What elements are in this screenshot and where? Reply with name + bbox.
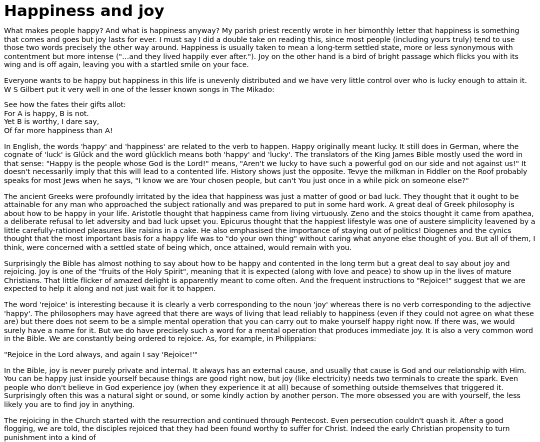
poem-line: Of far more happiness than A! [4, 125, 113, 135]
paragraph-7: In the Bible, joy is never purely private and internal. It always has an external cause, and usually that cause is God and our relationship with Him. You can be happy just inside yourself because things are good right now, but joy (like electricity) needs two terminals to create the spark. Even people who don't believe in God experience joy (when they experience it at all) because of something outside themselves that triggered it. Surprisingly often this was a natural sight or sound, or some kindly action by another person. The more obsessed you are with yourself, the less likely you are to find joy in anything. [4, 365, 527, 409]
poem-line: Yet B is worthy, I dare say, [4, 117, 100, 127]
paragraph-5: Surprisingly the Bible has almost nothing to say about how to be happy and contented in the long term but a great deal to say about joy and rejoicing. Joy is one of the "fruits of the Holy Spirit", meaning that it is expected (along with love and peace) to show up in the lives of mature Christians. That little flicker of amazed delight is apparently meant to come often. And the frequent instructions to "Rejoice!" suggest that we are expected to help it along and not just wait for it to happen. [4, 258, 526, 294]
paragraph-intro: What makes people happy? And what is happiness anyway? My parish priest recently wrote in her bimonthly letter that happiness is something that comes and goes but joy lasts for ever. I must say I did a double take on reading this, since most people (including yours truly) tend to use those two words precisely the other way around. Happiness is usually taken to mean a long-term settled state, more or less synonymous with contentment but more intense ("…and they lived happily ever after."). Joy on the other hand is a bird of bright passage which flicks you with its wing and is off again, leaving you with a startled smile on your face. [4, 26, 520, 70]
paragraph-4: The ancient Greeks were profoundly irritated by the idea that happiness was just a matter of good or bad luck. They thought that it ought to be attainable for any man who approached the subject rationally and was prepared to put in some hard work. A great deal of Greek philosophy is about how to be happy in your life. Aristotle thought that happiness came from living virtuously. Zeno and the stoics thought it came from apathea, a deliberate refusal to let adversity and bad luck upset you. Epicurus thought that the happiest lifestyle was one of austere simplicity leavened by a little carefully-rationed pleasures like raisins in a cake. He also emphasised the importance of staying out of politics! Diogenes and the cynics thought that the most important basis for a happy life was to "do your own thing" without caring what anyone else thought of you. But all of them, I think, were concerned with a settled state of being which, once attained, would remain with you. [4, 191, 536, 253]
poem-quote [4, 101, 536, 135]
paragraph-8: The rejoicing in the Church started with the resurrection and continued through Pentecost. Even persecution couldn't quash it. After a good flogging, we are told, the disciples rejoiced that they had been found worthy to suffer for Christ. Indeed the early Christian propensity to turn punishment into a kind of [4, 415, 510, 442]
paragraph-3: In English, the words 'happy' and 'happiness' are related to the verb to happen. Happy originally meant lucky. It still does in German, where the cognate of 'luck' is Glück and the word glücklich means both 'happy' and 'lucky'. The translators of the King James Bible mostly used the word in that sense: "Happy is the people whose God is the Lord!" means, "Aren't we lucky to have such a powerful god on our side and not against us!" It doesn't necessarily imply that this will lead to a contented life. History shows just the opposite. Tevye the milkman in Fiddler on the Roof probably speaks for most Jews when he says, "I know we are Your chosen people, but can't You just once in a while pick on someone else?" [4, 141, 528, 185]
paragraph-2: Everyone wants to be happy but happiness in this life is unevenly distributed and we have very little control over who is lucky enough to attain it. W S Gilbert put it very well in one of the lesser known songs in The Mikado: [4, 75, 527, 94]
poem-line: For A is happy, B is not. [4, 108, 89, 118]
bible-quote: "Rejoice in the Lord always, and again I say 'Rejoice!'" [4, 350, 198, 359]
page-title: Happiness and joy [4, 2, 165, 20]
poem-line: See how the fates their gifts allot: [4, 100, 126, 110]
paragraph-6: The word 'rejoice' is interesting because it is clearly a verb corresponding to the noun 'joy' whereas there is no verb corresponding to the adjective 'happy'. The philosophers may have agreed that there are ways of living that lead reliably to happiness (even if they could not agree on what these are) but there does not seem to be a simple mental operation that you can carry out to make yourself happy right now. If there was, we would surely have a name for it. But we do have precisely such a word for a mental operation that produces immediate joy. It is also a very common word in the Bible. We are constantly being ordered to rejoice. As, for example, in Philippians: [4, 300, 534, 344]
